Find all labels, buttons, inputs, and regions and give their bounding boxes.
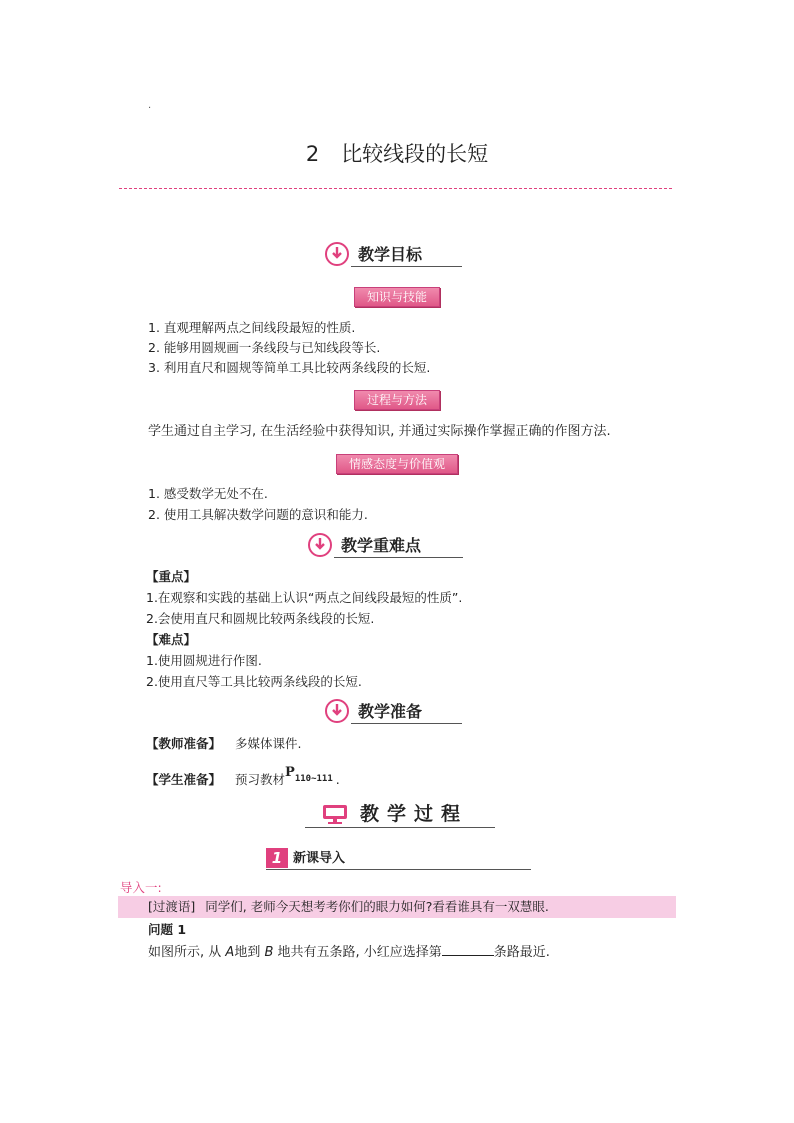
list-item: 2.会使用直尺和圆规比较两条线段的长短. bbox=[146, 611, 375, 626]
teacher-prep-text: 多媒体课件. bbox=[235, 736, 302, 751]
section-key-points bbox=[308, 532, 463, 558]
process-text: 学生通过自主学习, 在生活经验中获得知识, 并通过实际操作掌握正确的作图方法. bbox=[148, 424, 611, 439]
step-underline bbox=[266, 869, 531, 870]
student-prep-label: 【学生准备】 bbox=[146, 772, 222, 787]
list-item: 1. 直观理解两点之间线段最短的性质. bbox=[148, 320, 356, 335]
list-item: 1.在观察和实践的基础上认识“两点之间线段最短的性质”. bbox=[146, 590, 463, 605]
transition-line bbox=[148, 897, 549, 917]
section-preparation bbox=[325, 698, 462, 724]
teacher-prep-label: 【教师准备】 bbox=[146, 736, 222, 751]
difficulty-label: 【难点】 bbox=[146, 632, 197, 647]
answer-blank[interactable] bbox=[442, 941, 494, 956]
list-item: 3. 利用直尺和圆规等简单工具比较两条线段的长短. bbox=[148, 360, 431, 375]
page-ref-end: . bbox=[335, 772, 340, 787]
transition-text: 同学们, 老师今天想考考你们的眼力如何?看看谁具有一双慧眼. bbox=[205, 899, 549, 914]
attitude-list bbox=[148, 484, 368, 525]
student-prep bbox=[146, 765, 340, 792]
section-underline bbox=[334, 557, 463, 558]
badge-process: 过程与方法 bbox=[354, 390, 440, 410]
process-title-underline bbox=[305, 827, 495, 828]
badge-attitude: 情感态度与价值观 bbox=[336, 454, 458, 474]
header-dot: . bbox=[148, 100, 152, 111]
list-item: 1.使用圆规进行作图. bbox=[146, 653, 262, 668]
point-a: A bbox=[225, 945, 235, 960]
process-title: 教学过程 bbox=[360, 803, 469, 825]
question-part: 地到 bbox=[234, 945, 265, 960]
page-ref-p: P bbox=[285, 765, 295, 780]
question-part: 地共有五条路, 小红应选择第 bbox=[273, 945, 442, 960]
question-label: 问题 1 bbox=[148, 922, 187, 937]
title-text: 比较线段的长短 bbox=[341, 142, 489, 166]
question-part: 条路最近. bbox=[493, 945, 550, 960]
section-title: 教学重难点 bbox=[341, 536, 422, 555]
question-text bbox=[148, 941, 550, 963]
focus-label: 【重点】 bbox=[146, 569, 197, 584]
key-points-block bbox=[146, 567, 462, 692]
page-ref-range: 110~111 bbox=[294, 774, 333, 784]
point-b: B bbox=[264, 945, 274, 960]
question-part: 如图所示, 从 bbox=[148, 945, 226, 960]
badge-knowledge: 知识与技能 bbox=[354, 287, 440, 307]
down-arrow-icon bbox=[325, 699, 349, 723]
down-arrow-icon bbox=[308, 533, 332, 557]
section-title: 教学目标 bbox=[358, 245, 423, 264]
monitor-icon bbox=[322, 804, 348, 824]
title-number: 2 bbox=[305, 142, 320, 166]
transition-label: [过渡语] bbox=[148, 899, 196, 914]
section-objectives bbox=[325, 241, 462, 267]
step-number-badge: 1 bbox=[266, 848, 288, 868]
list-item: 1. 感受数学无处不在. bbox=[148, 486, 268, 501]
title-divider bbox=[119, 188, 672, 189]
down-arrow-icon bbox=[325, 242, 349, 266]
student-prep-text: 预习教材 bbox=[235, 772, 286, 787]
intro-label: 导入一: bbox=[120, 880, 162, 895]
section-title: 教学准备 bbox=[358, 702, 423, 721]
section-underline bbox=[351, 723, 462, 724]
page-title bbox=[0, 138, 794, 168]
list-item: 2.使用直尺等工具比较两条线段的长短. bbox=[146, 674, 362, 689]
list-item: 2. 使用工具解决数学问题的意识和能力. bbox=[148, 507, 368, 522]
knowledge-list bbox=[148, 318, 430, 378]
teacher-prep bbox=[146, 734, 302, 754]
list-item: 2. 能够用圆规画一条线段与已知线段等长. bbox=[148, 340, 381, 355]
section-underline bbox=[351, 266, 462, 267]
step-title: 新课导入 bbox=[293, 851, 346, 866]
